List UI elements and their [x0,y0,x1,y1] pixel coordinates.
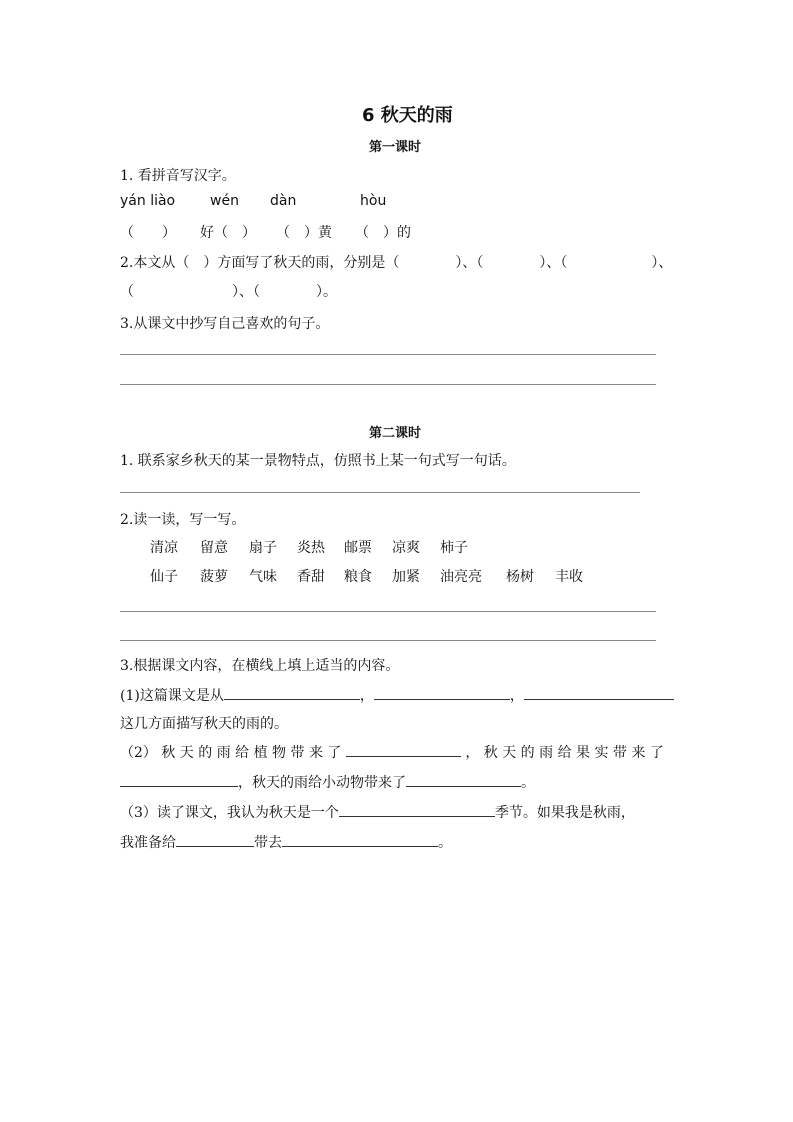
fill-blank[interactable] [224,685,360,700]
q3-p1-line2: 这几方面描写秋天的雨的。 [120,716,288,732]
char-blank-1: （ ） [120,225,176,241]
word-item: 留意 [200,540,228,556]
fill-blank[interactable] [176,832,254,847]
lesson1-q2-line1: 2.本文从（ ）方面写了秋天的雨，分别是（ ）、（ ）、（ ）、 [120,255,673,271]
q3-p1-prefix: (1)这篇课文是从 [120,688,224,704]
pinyin-3: dàn [270,193,297,209]
q3-p3-prefix: （3）读了课文，我认为秋天是一个 [120,805,339,821]
lesson1-heading: 第一课时 [369,140,422,155]
word-item: 丰收 [555,569,583,585]
comma: ， [359,688,374,704]
word-item: 气味 [249,569,277,585]
answer-line[interactable] [120,640,656,641]
lesson1-q1-label: 1. 看拼音写汉字。 [120,168,236,184]
q3-p3-mid: 季节。如果我是秋雨， [494,805,635,821]
word-item: 杨树 [506,569,534,585]
answer-line[interactable] [120,354,656,355]
fill-blank[interactable] [374,685,510,700]
word-item: 香甜 [297,569,325,585]
char-blank-2: 好（ ） [200,225,256,241]
char-blank-3: （ ）黄 [276,225,332,241]
q3-p3-line1 [120,802,635,822]
fill-blank[interactable] [346,742,461,757]
q3-p2-mid: ， 秋 天 的 雨 给 果 实 带 来 了 [465,745,664,761]
word-item: 油亮亮 [440,569,482,585]
q3-p2-prefix: （2） 秋 天 的 雨 给 植 物 带 来 了 [120,745,342,761]
fill-blank[interactable] [339,802,495,817]
pinyin-1: yán liào [120,193,176,209]
period: 。 [521,775,535,791]
fill-blank[interactable] [282,832,438,847]
word-item: 粮食 [344,569,372,585]
word-item: 加紧 [392,569,420,585]
char-blank-4: （ ）的 [355,225,411,241]
answer-line[interactable] [120,384,656,385]
q3-p2-line1 [120,742,664,762]
comma: ， [509,688,524,704]
q3-p2-text: ，秋天的雨给小动物带来了 [238,775,406,791]
word-item: 凉爽 [392,540,420,556]
q3-p3-bring: 带去 [254,835,282,851]
fill-blank[interactable] [120,772,238,787]
q3-p3-give: 我准备给 [120,835,176,851]
fill-blank[interactable] [406,772,521,787]
lesson2-q2-label: 2.读一读，写一写。 [120,512,246,528]
lesson2-q1-label: 1. 联系家乡秋天的某一景物特点，仿照书上某一句式写一句话。 [120,453,516,469]
word-item: 仙子 [150,569,178,585]
word-item: 菠萝 [200,569,228,585]
pinyin-4: hòu [360,193,387,209]
lesson2-heading: 第二课时 [369,426,422,441]
word-item: 柿子 [440,540,468,556]
word-item: 清凉 [150,540,178,556]
lesson1-q2-line2: （ ）、（ ）。 [120,284,337,300]
q3-p3-line2 [120,832,452,852]
pinyin-2: wén [210,193,239,209]
page-title: 6 秋天的雨 [362,105,453,126]
word-item: 炎热 [297,540,325,556]
lesson1-q3-label: 3.从课文中抄写自己喜欢的句子。 [120,316,330,332]
lesson2-q3-label: 3.根据课文内容，在横线上填上适当的内容。 [120,658,400,674]
period: 。 [438,835,452,851]
fill-blank[interactable] [524,685,674,700]
word-item: 邮票 [344,540,372,556]
word-item: 扇子 [249,540,277,556]
q3-p1-line1 [120,685,674,705]
answer-line[interactable] [120,611,656,612]
q3-p2-line2 [120,772,535,792]
answer-line[interactable] [120,492,640,493]
